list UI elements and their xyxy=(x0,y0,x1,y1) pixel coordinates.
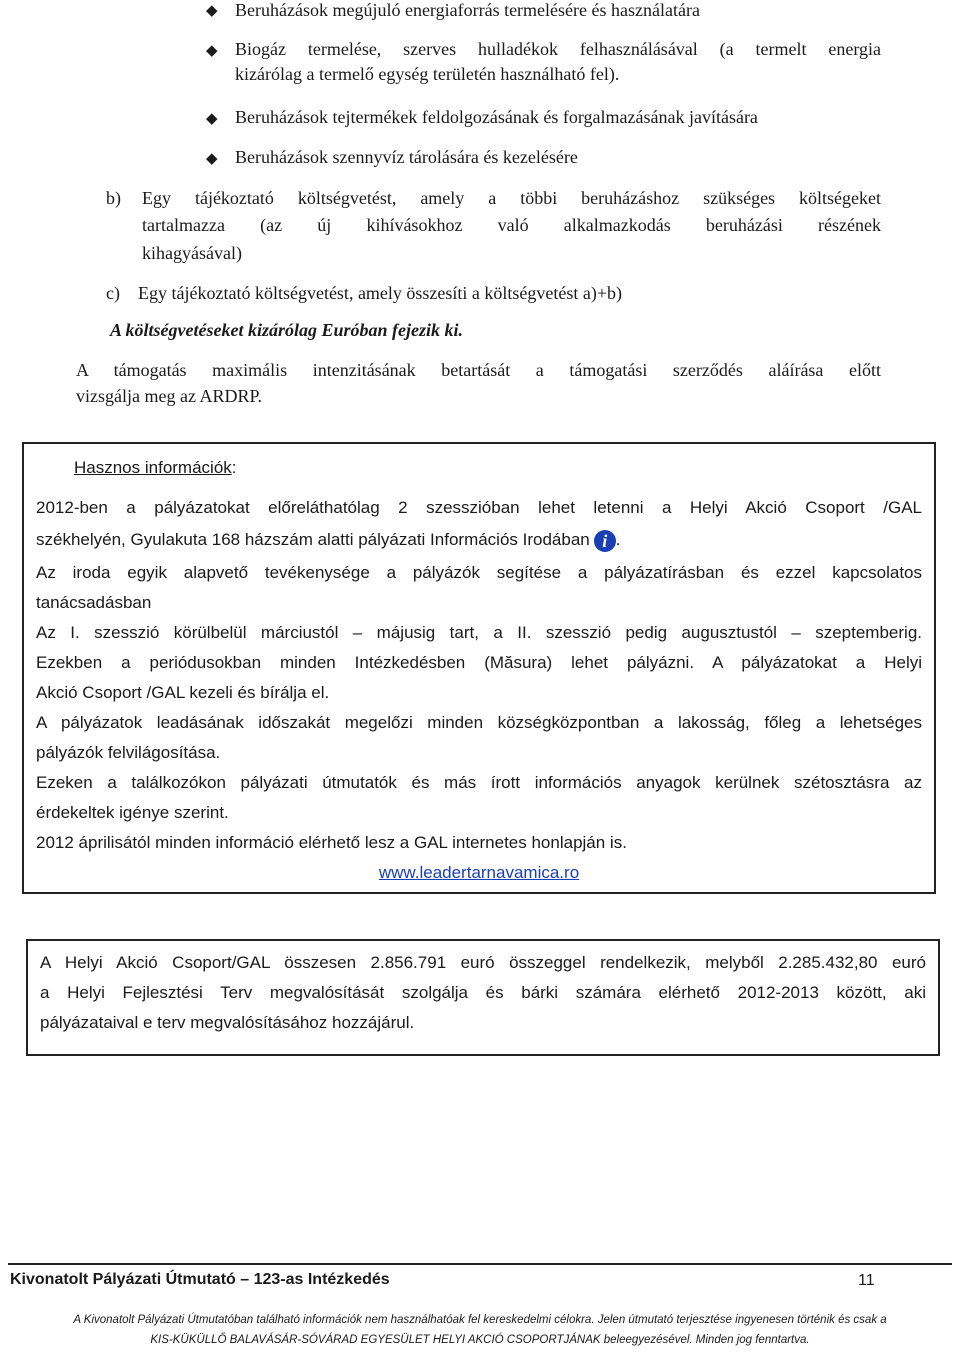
info-line: 2012-ben a pályázatokat előreláthatólag 2 szesszióban lehet letenni a Helyi Akció Csoport /GAL xyxy=(36,498,922,517)
info-line-text: székhelyén, Gyulakuta 168 házszám alatti pályázati Információs Irodában xyxy=(36,530,590,549)
info-line: Akció Csoport /GAL kezeli és bírálja el. xyxy=(36,683,330,702)
info-box xyxy=(22,442,936,894)
budget-line: a Helyi Fejlesztési Terv megvalósítását szolgálja és bárki számára elérhető 2012-2013 között, aki xyxy=(40,983,926,1002)
item-marker: c) xyxy=(106,283,120,303)
item-c-text: Egy tájékoztató költségvetést, amely összesíti a költségvetést a)+b) xyxy=(138,283,623,303)
bullet-item: Beruházások megújuló energiaforrás termelésére és használatára xyxy=(235,0,700,20)
info-line: Az I. szesszió körülbelül márciustól – májusig tart, a II. szesszió pedig augusztustól – szeptemberig. xyxy=(36,623,922,642)
info-line: Ezeken a találkozókon pályázati útmutatók és más írott információs anyagok kerülnek szétosztásra az xyxy=(36,773,922,792)
bullet-item: Biogáz termelése, szerves hulladékok felhasználásával (a termelt energia xyxy=(235,39,881,59)
footer-disclaimer: A Kivonatolt Pályázati Útmutatóban található információk nem használhatóak fel kereskedelmi célokra. Jelen útmutató terjesztése ingyenesen történik és csak a xyxy=(73,1314,887,1326)
footer-disclaimer: KIS-KÜKÜLLŐ BALAVÁSÁR-SÓVÁRAD EGYESÜLET HELYI AKCIÓ CSOPORTJÁNAK beleegyezésével. Minden jog fenntartva. xyxy=(150,1334,810,1346)
diamond-bullet-icon: ◆ xyxy=(206,151,218,167)
info-line-suffix: . xyxy=(615,530,621,549)
footer-title: Kivonatolt Pályázati Útmutató – 123-as Intézkedés xyxy=(10,1271,390,1288)
info-line: tanácsadásban xyxy=(36,593,152,612)
bullet-item: Beruházások szennyvíz tárolására és kezelésére xyxy=(235,147,578,167)
info-icon: i xyxy=(594,530,616,552)
intensity-line: A támogatás maximális intenzitásának betartását a támogatási szerződés aláírása előtt xyxy=(76,360,881,380)
item-b-line: kihagyásával) xyxy=(142,243,242,263)
info-heading xyxy=(74,458,237,478)
bullet-item-continuation: kizárólag a termelő egység területén használható fel). xyxy=(235,64,620,84)
item-marker: b) xyxy=(106,188,121,208)
item-b-line: Egy tájékoztató költségvetést, amely a többi beruházáshoz szükséges költségeket xyxy=(142,188,881,208)
info-heading-text: Hasznos információk xyxy=(74,458,232,477)
budget-line: pályázataival e terv megvalósításához hozzájárul. xyxy=(40,1013,415,1032)
info-line xyxy=(36,530,916,552)
info-line: érdekeltek igénye szerint. xyxy=(36,803,229,822)
website-link[interactable]: www.leadertarnavamica.ro xyxy=(378,863,580,882)
info-line: Ezekben a periódusokban minden Intézkedésben (Măsura) lehet pályázni. A pályázatokat a Helyi xyxy=(36,653,922,672)
diamond-bullet-icon: ◆ xyxy=(206,3,218,19)
bullet-item: Beruházások tejtermékek feldolgozásának és forgalmazásának javítására xyxy=(235,107,758,127)
info-line: 2012 áprilisától minden információ elérhető lesz a GAL internetes honlapján is. xyxy=(36,833,627,852)
budget-box xyxy=(26,939,940,1056)
footer-rule xyxy=(8,1263,952,1265)
info-line: A pályázatok leadásának időszakát megelőzi minden községközpontban a lakosság, főleg a lehetséges xyxy=(36,713,922,732)
intensity-line: vizsgálja meg az ARDRP. xyxy=(76,386,262,406)
item-b-line: tartalmazza (az új kihívásokhoz való alkalmazkodás beruházási részének xyxy=(142,215,881,235)
info-line: Az iroda egyik alapvető tevékenysége a pályázók segítése a pályázatírásban és ezzel kapcsolatos xyxy=(36,563,922,582)
diamond-bullet-icon: ◆ xyxy=(206,111,218,127)
budget-line: A Helyi Akció Csoport/GAL összesen 2.856.791 euró összeggel rendelkezik, melyből 2.285.432,80 euró xyxy=(40,953,926,972)
info-heading-suffix: : xyxy=(231,458,237,477)
page-number: 11 xyxy=(858,1272,875,1289)
info-line: pályázók felvilágosítása. xyxy=(36,743,221,762)
euro-note: A költségvetéseket kizárólag Euróban fejezik ki. xyxy=(110,320,463,340)
website-link-row xyxy=(24,863,934,883)
diamond-bullet-icon: ◆ xyxy=(206,43,218,59)
